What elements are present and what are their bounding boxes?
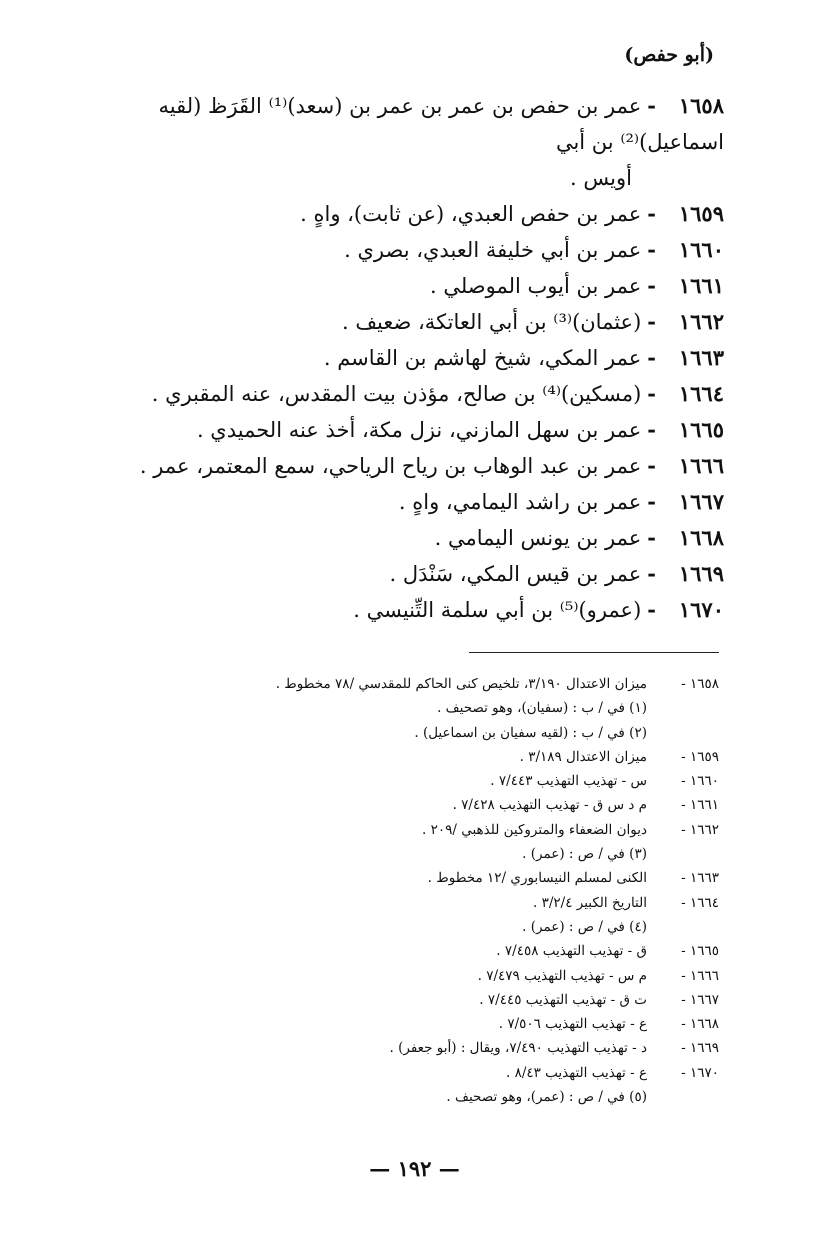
entry-1659: ١٦٥٩-عمر بن حفص العبدي، (عن ثابت)، واهٍ . [74,196,724,232]
entry-number: ١٦٦٦ [678,453,724,478]
entry-1666: ١٦٦٦-عمر بن عبد الوهاب بن رياح الرياحي، سمع المعتمر، عمر . [74,448,724,484]
entry-1669: ١٦٦٩-عمر بن قيس المكي، سَنْدَل . [74,556,724,592]
entry-1663: ١٦٦٣-عمر المكي، شيخ لهاشم بن القاسم . [74,340,724,376]
entry-1667: ١٦٦٧-عمر بن راشد اليمامي، واهٍ . [74,484,724,520]
entry-1670: ١٦٧٠-(عمرو)⁽⁵⁾ بن أبي سلمة التِّنيسي . [74,592,724,628]
entry-1658: ١٦٥٨-عمر بن حفص بن عمر بن عمر بن (سعد)⁽¹⁾ القَرَظ (لقيه اسماعيل)⁽²⁾ بن أبي أويس . [74,88,724,196]
entry-number: ١٦٦٥ [678,417,724,442]
entry-number: ١٦٦٧ [678,489,724,514]
entry-text: (عثمان)⁽³⁾ بن أبي العاتكة، ضعيف . [341,310,642,334]
footnote: (٣) في / ص : (عمر) . [522,846,647,863]
entry-text: عمر بن قيس المكي، سَنْدَل . [389,562,642,586]
entry-text: عمر بن حفص بن عمر بن عمر بن (سعد)⁽¹⁾ القَرَظ (لقيه اسماعيل)⁽²⁾ بن أبي [158,94,724,154]
entry-number: ١٦٥٨ [678,93,724,118]
footnotes [119,672,719,1109]
footnote: ١٦٦٢ - ديوان الضعفاء والمتروكين للذهبي /٢٠٩ . [422,821,719,838]
entry-1665: ١٦٦٥-عمر بن سهل المازني، نزل مكة، أخذ عنه الحميدي . [74,412,724,448]
entry-1662: ١٦٦٢-(عثمان)⁽³⁾ بن أبي العاتكة، ضعيف . [74,304,724,340]
entry-text: عمر المكي، شيخ لهاشم بن القاسم . [323,346,642,370]
footnote: ١٦٧٠ - ع - تهذيب التهذيب ٨/٤٣ . [505,1064,719,1081]
entry-continuation: أويس . [570,166,632,190]
entry-number: ١٦٥٩ [678,201,724,226]
footnote: (١) في / ب : (سفيان)، وهو تصحيف . [437,700,647,717]
footnote: (٤) في / ص : (عمر) . [522,918,647,935]
entry-number: ١٦٦٩ [678,561,724,586]
footnote: ١٦٥٨ - ميزان الاعتدال ٣/١٩٠، تلخيص كنى الحاكم للمقدسي /٧٨ مخطوط . [275,676,719,692]
entry-1661: ١٦٦١-عمر بن أيوب الموصلي . [74,268,724,304]
footnote: ١٦٦٦ - م س - تهذيب التهذيب ٧/٤٧٩ . [477,967,719,984]
footnote: ١٦٦٠ - س - تهذيب التهذيب ٧/٤٤٣ . [490,773,719,790]
entry-number: ١٦٦١ [678,273,724,298]
entry-list [74,88,724,628]
entry-text: عمر بن أيوب الموصلي . [430,274,642,298]
entry-text: عمر بن حفص العبدي، (عن ثابت)، واهٍ . [300,202,642,226]
entry-text: (عمرو)⁽⁵⁾ بن أبي سلمة التِّنيسي . [353,598,642,622]
footnote: ١٦٦٤ - التاريخ الكبير ٣/٢/٤ . [533,894,719,911]
footnote: ١٦٥٩ - ميزان الاعتدال ٣/١٨٩ . [519,748,719,765]
footnote: (٥) في / ص : (عمر)، وهو تصحيف . [446,1089,647,1106]
entry-number: ١٦٧٠ [678,597,724,622]
entry-number: ١٦٦٢ [678,309,724,334]
footnote: (٢) في / ب : (لقيه سفيان بن اسماعيل) . [414,724,647,741]
entry-number: ١٦٦٠ [678,237,724,262]
page-number: — ١٩٢ — [369,1156,460,1181]
footnote: ١٦٦٩ - د - تهذيب التهذيب ٧/٤٩٠، ويقال : (أبو جعفر) . [389,1040,719,1057]
entry-text: عمر بن يونس اليمامي . [434,526,642,550]
footnote: ١٦٦٣ - الكنى لمسلم النيسابوري /١٢ مخطوط . [427,870,719,887]
entry-1668: ١٦٦٨-عمر بن يونس اليمامي . [74,520,724,556]
entry-text: عمر بن أبي خليفة العبدي، بصري . [344,238,642,262]
entry-text: عمر بن سهل المازني، نزل مكة، أخذ عنه الحميدي . [196,418,642,442]
footnote-divider [469,652,719,653]
footnote: ١٦٦٥ - ق - تهذيب التهذيب ٧/٤٥٨ . [496,943,719,960]
entry-text: (مسكين)⁽⁴⁾ بن صالح، مؤذن بيت المقدس، عنه المقبري . [151,382,642,406]
footnote: ١٦٦٧ - ت ق - تهذيب التهذيب ٧/٤٤٥ . [479,991,719,1008]
entry-number: ١٦٦٣ [678,345,724,370]
footnote: ١٦٦١ - م د س ق - تهذيب التهذيب ٧/٤٢٨ . [452,797,719,814]
entry-text: عمر بن عبد الوهاب بن رياح الرياحي، سمع المعتمر، عمر . [139,454,642,478]
entry-number: ١٦٦٨ [678,525,724,550]
entry-number: ١٦٦٤ [678,381,724,406]
entry-1660: ١٦٦٠-عمر بن أبي خليفة العبدي، بصري . [74,232,724,268]
running-header: (أبو حفص) [624,44,714,66]
entry-text: عمر بن راشد اليمامي، واهٍ . [398,490,642,514]
footnote: ١٦٦٨ - ع - تهذيب التهذيب ٧/٥٠٦ . [498,1016,719,1033]
entry-1664: ١٦٦٤-(مسكين)⁽⁴⁾ بن صالح، مؤذن بيت المقدس، عنه المقبري . [74,376,724,412]
